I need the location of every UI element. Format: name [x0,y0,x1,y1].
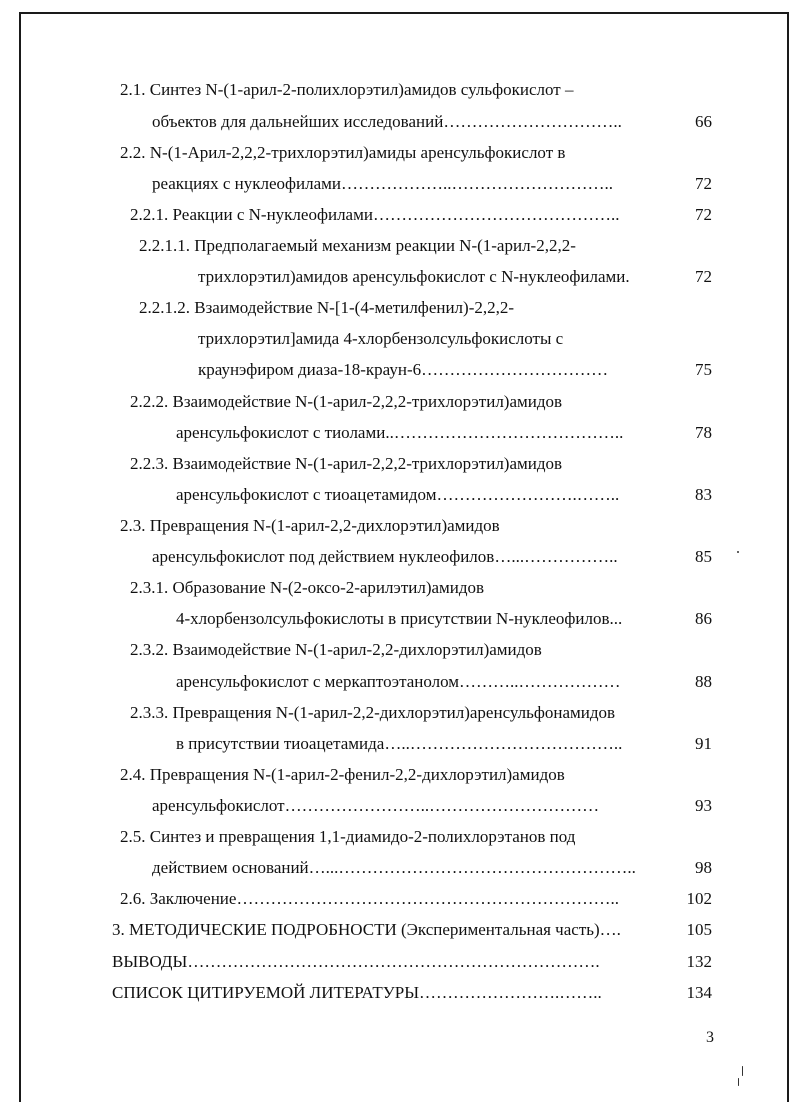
toc-line-text: объектов для дальнейших исследований………………………….. [152,112,622,131]
toc-line-text: аренсульфокислот с тиоацетамидом…………………….…….. [176,485,620,504]
toc-line-text: 4-хлорбензолсульфокислоты в присутствии N-нуклеофилов... [176,609,623,628]
toc-line [176,732,672,756]
toc-line [152,794,672,818]
toc-line-text: 2.2.2. Взаимодействие N-(1-арил-2,2,2-трихлорэтил)амидов [130,392,563,411]
toc-page-number: 66 [695,112,712,131]
scan-speck [738,1078,739,1086]
toc-line-text: 2.3.1. Образование N-(2-оксо-2-арилэтил)амидов [130,578,485,597]
toc-line [130,576,680,600]
toc-line-text: аренсульфокислот с меркаптоэтанолом………..……………… [176,672,621,691]
toc-line [120,514,680,538]
toc-page-number: 98 [695,858,712,877]
toc-line [139,234,679,258]
toc-page-number: 91 [695,734,712,753]
toc-line-text: СПИСОК ЦИТИРУЕМОЙ ЛИТЕРАТУРЫ…………………….…….. [112,983,602,1002]
toc-line-text: 2.6. Заключение………………………………………………………….. [120,889,619,908]
toc-line [120,141,680,165]
toc-page-number: 132 [686,952,712,971]
toc-page-number: 105 [686,920,712,939]
toc-line-text: 3. МЕТОДИЧЕСКИЕ ПОДРОБНОСТИ (Экспериментальная часть)…. [112,920,621,939]
toc-line-text: 2.3. Превращения N-(1-арил-2,2-дихлорэтил)амидов [120,516,500,535]
toc-line [120,887,672,911]
toc-line-text: 2.5. Синтез и превращения 1,1-диамидо-2-полихлорэтанов под [120,827,576,846]
toc-page-number: 102 [686,889,712,908]
toc-line [130,203,672,227]
toc-line [120,763,680,787]
scan-speck [742,1066,743,1076]
toc-line [130,638,680,662]
toc-line [198,265,673,289]
toc-line-text: аренсульфокислот под действием нуклеофилов…...…………….. [152,547,618,566]
toc-line-text: 2.3.2. Взаимодействие N-(1-арил-2,2-дихлорэтил)амидов [130,640,542,659]
toc-line [152,545,672,569]
toc-page-number: 85 [695,547,712,566]
toc-line-text: 2.2.3. Взаимодействие N-(1-арил-2,2,2-трихлорэтил)амидов [130,454,563,473]
toc-line [152,110,672,134]
scan-speck [737,551,739,553]
toc-page-number: 72 [695,205,712,224]
toc-line [120,825,680,849]
toc-line-text: реакциях с нуклеофилами………………..……………………….. [152,174,614,193]
toc-line [130,390,680,414]
toc-line [130,701,680,725]
toc-line-text: 2.1. Синтез N-(1-арил-2-полихлорэтил)амидов сульфокислот – [120,80,574,99]
toc-line [198,327,673,351]
toc-line [176,483,672,507]
toc-line-text: 2.2.1. Реакции с N-нуклеофилами…………………………………….. [130,205,620,224]
toc-line-text: 2.4. Превращения N-(1-арил-2-фенил-2,2-дихлорэтил)амидов [120,765,565,784]
toc-line-text: 2.3.3. Превращения N-(1-арил-2,2-дихлорэтил)аренсульфонамидов [130,703,616,722]
toc-line [198,358,673,382]
toc-line [176,607,672,631]
toc-line [176,421,672,445]
toc-line [152,856,672,880]
toc-line-text: 2.2.1.1. Предполагаемый механизм реакции N-(1-арил-2,2,2- [139,236,576,255]
toc-line-text: краунэфиром диаза-18-краун-6…………………………… [198,360,609,379]
toc-line-text: ВЫВОДЫ………………………………………………………………. [112,952,600,971]
toc-page-number: 134 [686,983,712,1002]
toc-line-text: действием оснований…...…………………………………………….. [152,858,636,877]
toc-page-number: 78 [695,423,712,442]
toc-line [139,296,679,320]
toc-line-text: в присутствии тиоацетамида…..……………………………….. [176,734,623,753]
toc-line-text: 2.2. N-(1-Арил-2,2,2-трихлорэтил)амиды аренсульфокислот в [120,143,566,162]
toc-line-text: аренсульфокислот с тиолами..………………………………….. [176,423,624,442]
toc-page-number: 75 [695,360,712,379]
toc-line [152,172,672,196]
toc-line [112,981,672,1005]
toc-page-number: 88 [695,672,712,691]
toc-line-text: 2.2.1.2. Взаимодействие N-[1-(4-метилфенил)-2,2,2- [139,298,515,317]
toc-page-number: 83 [695,485,712,504]
toc-page-number: 72 [695,267,712,286]
toc-page-number: 86 [695,609,712,628]
toc-line [176,670,672,694]
toc-page-number: 72 [695,174,712,193]
toc-line [130,452,680,476]
toc-page-number: 93 [695,796,712,815]
toc-line [112,918,672,942]
toc-line [112,950,672,974]
toc-line-text: трихлорэтил)амидов аренсульфокислот с N-нуклеофилами. [198,267,630,286]
toc-line-text: аренсульфокислот……………………..………………………… [152,796,600,815]
page-number: 3 [706,1029,714,1046]
toc-line [120,78,680,102]
toc-line-text: трихлорэтил]амида 4-хлорбензолсульфокислоты с [198,329,564,348]
